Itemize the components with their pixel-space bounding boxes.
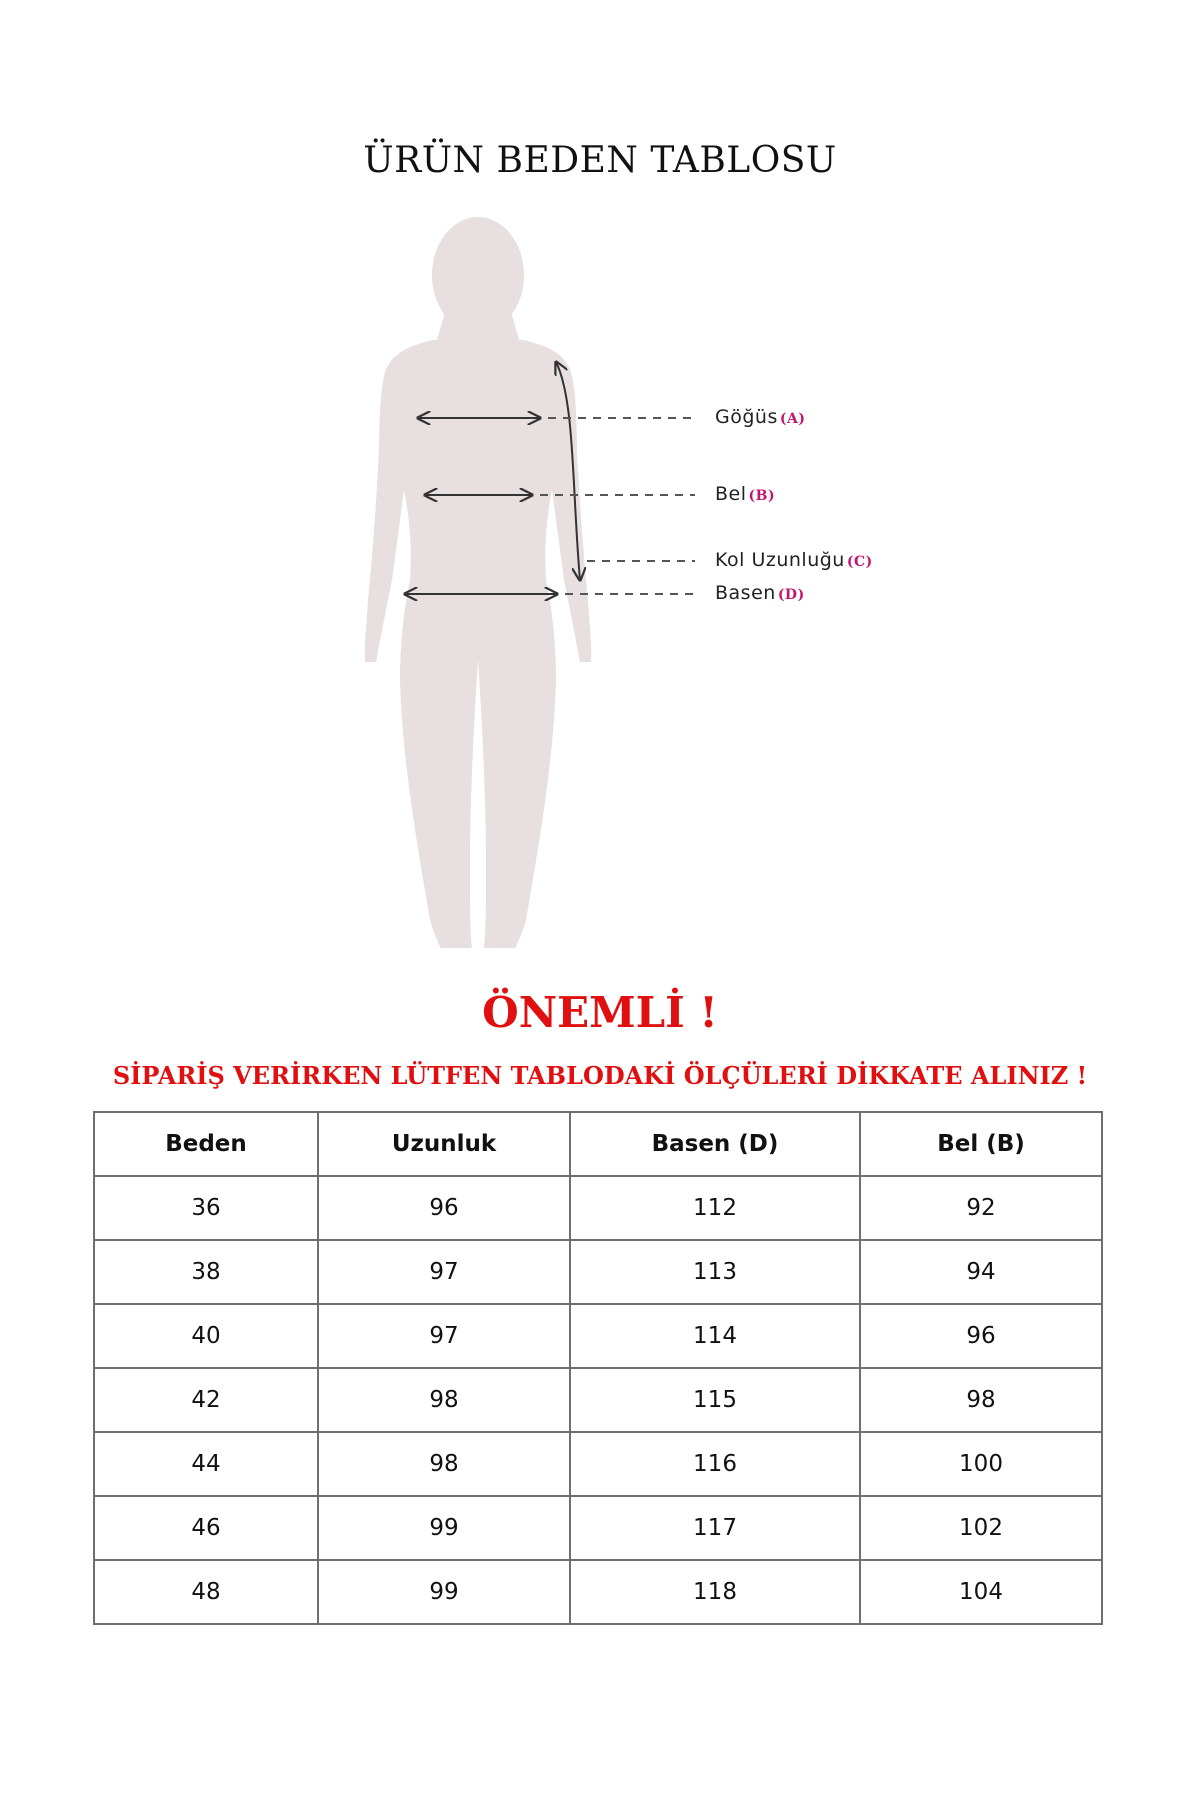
cell-uzunluk: 99 — [318, 1496, 570, 1560]
cell-bel: 98 — [860, 1368, 1102, 1432]
cell-uzunluk: 99 — [318, 1560, 570, 1624]
cell-beden: 44 — [94, 1432, 318, 1496]
table-row — [94, 1496, 1102, 1560]
measure-label-basen — [715, 582, 805, 604]
table-row — [94, 1432, 1102, 1496]
measure-label-text: Kol Uzunluğu — [715, 549, 845, 571]
header-bel: Bel (B) — [860, 1112, 1102, 1176]
important-heading: ÖNEMLİ ! — [482, 988, 718, 1037]
cell-beden: 40 — [94, 1304, 318, 1368]
header-uzunluk: Uzunluk — [318, 1112, 570, 1176]
cell-beden: 48 — [94, 1560, 318, 1624]
cell-basen: 117 — [570, 1496, 860, 1560]
measure-label-code: (D) — [777, 587, 805, 603]
cell-basen: 116 — [570, 1432, 860, 1496]
table-row — [94, 1240, 1102, 1304]
measure-label-text: Bel — [715, 483, 747, 505]
cell-bel: 104 — [860, 1560, 1102, 1624]
cell-uzunluk: 97 — [318, 1304, 570, 1368]
measure-label-bel — [715, 483, 775, 505]
header-basen: Basen (D) — [570, 1112, 860, 1176]
table-header-row — [94, 1112, 1102, 1176]
warning-message: SİPARİŞ VERİRKEN LÜTFEN TABLODAKİ ÖLÇÜLERİ DİKKATE ALINIZ ! — [112, 1061, 1088, 1090]
cell-beden: 42 — [94, 1368, 318, 1432]
cell-beden: 46 — [94, 1496, 318, 1560]
cell-beden: 38 — [94, 1240, 318, 1304]
cell-basen: 115 — [570, 1368, 860, 1432]
cell-uzunluk: 96 — [318, 1176, 570, 1240]
measure-label-code: (A) — [779, 411, 806, 427]
measure-label-code: (C) — [846, 554, 873, 570]
cell-uzunluk: 98 — [318, 1368, 570, 1432]
measure-label-code: (B) — [748, 488, 776, 504]
cell-basen: 118 — [570, 1560, 860, 1624]
cell-bel: 92 — [860, 1176, 1102, 1240]
size-table — [93, 1111, 1103, 1625]
measure-label-text: Göğüs — [715, 406, 778, 428]
cell-basen: 114 — [570, 1304, 860, 1368]
page-title: ÜRÜN BEDEN TABLOSU — [363, 140, 837, 181]
cell-beden: 36 — [94, 1176, 318, 1240]
cell-uzunluk: 98 — [318, 1432, 570, 1496]
cell-bel: 100 — [860, 1432, 1102, 1496]
measure-label-kol-uzunlugu — [715, 549, 873, 571]
table-row — [94, 1304, 1102, 1368]
table-row — [94, 1176, 1102, 1240]
cell-basen: 112 — [570, 1176, 860, 1240]
cell-bel: 94 — [860, 1240, 1102, 1304]
measure-label-text: Basen — [715, 582, 776, 604]
cell-bel: 96 — [860, 1304, 1102, 1368]
cell-bel: 102 — [860, 1496, 1102, 1560]
cell-basen: 113 — [570, 1240, 860, 1304]
silhouette — [365, 217, 592, 948]
table-row — [94, 1560, 1102, 1624]
table-row — [94, 1368, 1102, 1432]
cell-uzunluk: 97 — [318, 1240, 570, 1304]
header-beden: Beden — [94, 1112, 318, 1176]
measure-label-gogus — [715, 406, 805, 428]
